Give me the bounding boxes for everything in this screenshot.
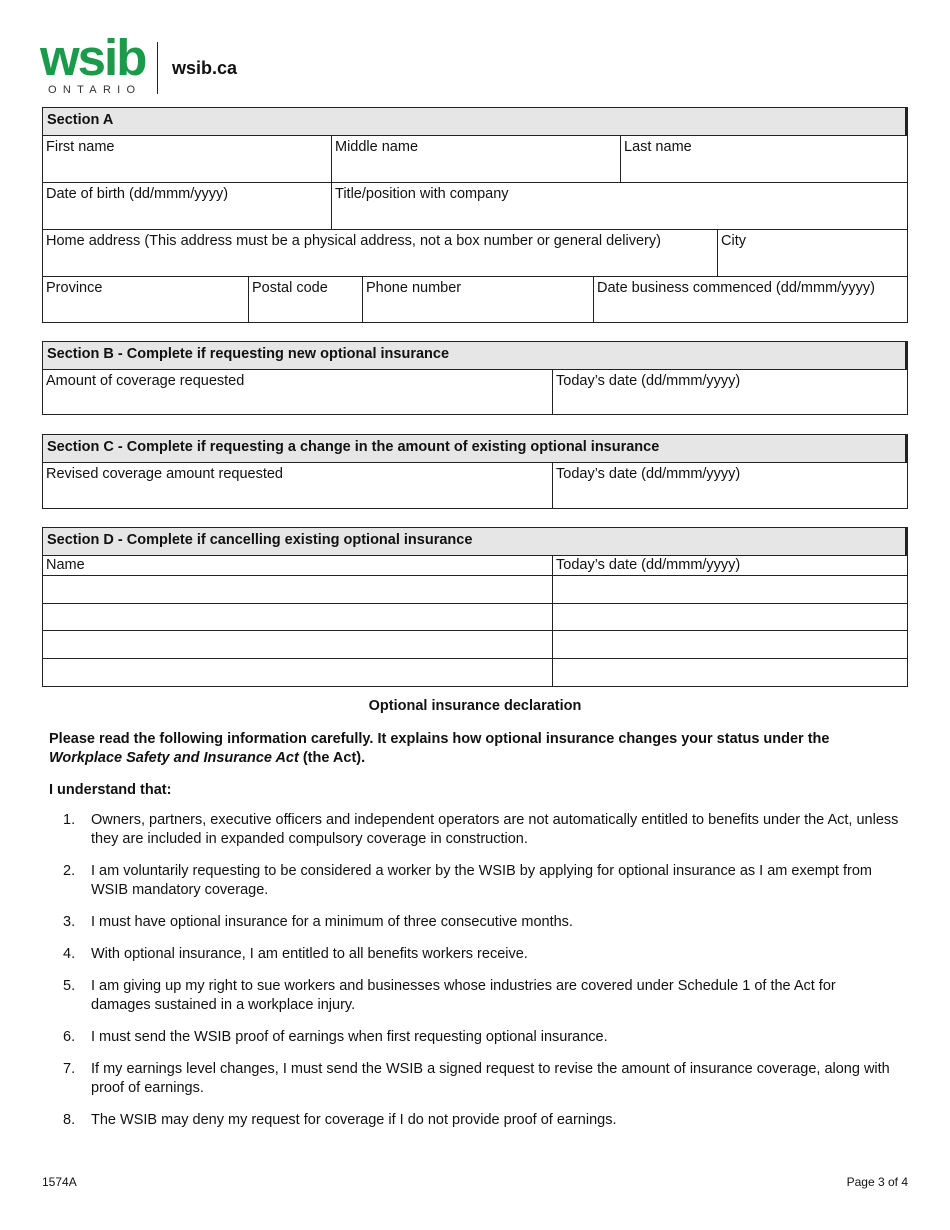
name-input[interactable]: [43, 659, 553, 686]
first-name-field[interactable]: First name: [43, 136, 332, 182]
item-number: 6.: [63, 1029, 76, 1045]
form-number: 1574A: [42, 1175, 77, 1189]
item-number: 5.: [63, 978, 76, 994]
item-text: If my earnings level changes, I must send the WSIB a signed request to revise the amount of insurance coverage, along with proof of earnings.: [91, 1061, 890, 1096]
page-number: Page 3 of 4: [846, 1175, 908, 1189]
section-c-date-field[interactable]: Today’s date (dd/mmm/yyyy): [556, 466, 741, 482]
section-b-title: Section B - Complete if requesting new optional insurance: [43, 342, 907, 370]
item-number: 8.: [63, 1112, 76, 1128]
item-number: 7.: [63, 1061, 76, 1077]
phone-field[interactable]: Phone number: [363, 277, 594, 322]
coverage-amount-field[interactable]: Amount of coverage requested: [43, 370, 553, 414]
list-item: [49, 1111, 899, 1130]
intro-text-end: (the Act).: [302, 750, 366, 766]
date-column-header: Today’s date (dd/mmm/yyyy): [556, 557, 741, 573]
item-text: I must have optional insurance for a minimum of three consecutive months.: [91, 914, 573, 930]
title-position-field[interactable]: Title/position with company: [335, 186, 509, 202]
declaration-title: Optional insurance declaration: [368, 698, 582, 714]
middle-name-field[interactable]: Middle name: [332, 136, 621, 182]
home-address-field[interactable]: Home address (This address must be a physical address, not a box number or general delivery): [43, 230, 718, 276]
city-field[interactable]: City: [721, 233, 746, 249]
item-text: I am giving up my right to sue workers and businesses whose industries are covered under Schedule 1 of the Act for damages sustained in a workplace injury.: [91, 978, 836, 1013]
logo-subtitle: ONTARIO: [48, 84, 142, 96]
date-input[interactable]: [553, 631, 907, 658]
item-number: 3.: [63, 914, 76, 930]
last-name-field[interactable]: Last name: [624, 139, 692, 155]
list-item: [49, 811, 899, 849]
section-d-title: Section D - Complete if cancelling existing optional insurance: [43, 528, 907, 556]
declaration-intro: [49, 730, 899, 768]
list-item: [49, 913, 899, 932]
item-number: 2.: [63, 863, 76, 879]
header-divider: [157, 42, 158, 94]
revised-amount-field[interactable]: Revised coverage amount requested: [43, 463, 553, 508]
list-item: [49, 1060, 899, 1098]
section-d: [42, 527, 908, 687]
list-item: [49, 977, 899, 1015]
postal-code-field[interactable]: Postal code: [249, 277, 363, 322]
item-text: Owners, partners, executive officers and independent operators are not automatically entitled to benefits under the Act, unless they are included in expanded compulsory coverage in construction.: [91, 812, 899, 847]
name-input[interactable]: [43, 576, 553, 603]
item-text: I am voluntarily requesting to be considered a worker by the WSIB by applying for optional insurance as I am exempt from WSIB mandatory coverage.: [91, 863, 872, 898]
list-item: [49, 862, 899, 900]
section-c-title: Section C - Complete if requesting a change in the amount of existing optional insurance: [43, 435, 907, 463]
site-url: wsib.ca: [172, 58, 238, 78]
dob-field[interactable]: Date of birth (dd/mmm/yyyy): [43, 183, 332, 229]
name-input[interactable]: [43, 604, 553, 630]
item-number: 1.: [63, 812, 76, 828]
name-column-header: Name: [43, 556, 553, 575]
intro-text: Please read the following information carefully. It explains how optional insurance changes your status under the: [49, 731, 830, 747]
item-text: I must send the WSIB proof of earnings when first requesting optional insurance.: [91, 1029, 608, 1045]
item-text: The WSIB may deny my request for coverage if I do not provide proof of earnings.: [91, 1112, 617, 1128]
province-field[interactable]: Province: [43, 277, 249, 322]
item-text: With optional insurance, I am entitled to all benefits workers receive.: [91, 946, 528, 962]
section-b: [42, 341, 908, 415]
item-number: 4.: [63, 946, 76, 962]
date-input[interactable]: [553, 576, 907, 603]
act-name: Workplace Safety and Insurance Act: [49, 750, 299, 766]
name-input[interactable]: [43, 631, 553, 658]
declaration-list: [49, 811, 899, 1143]
section-c: [42, 434, 908, 509]
list-item: [49, 945, 899, 964]
list-item: [49, 1028, 899, 1047]
date-commenced-field[interactable]: Date business commenced (dd/mmm/yyyy): [597, 280, 875, 296]
logo-wordmark: wsib: [40, 29, 146, 86]
date-input[interactable]: [553, 659, 907, 686]
section-b-date-field[interactable]: Today’s date (dd/mmm/yyyy): [556, 373, 741, 389]
section-a: [42, 107, 908, 323]
wsib-logo: [40, 29, 160, 96]
section-a-title: Section A: [43, 108, 907, 136]
understand-heading: I understand that:: [49, 782, 172, 798]
date-input[interactable]: [553, 604, 907, 630]
